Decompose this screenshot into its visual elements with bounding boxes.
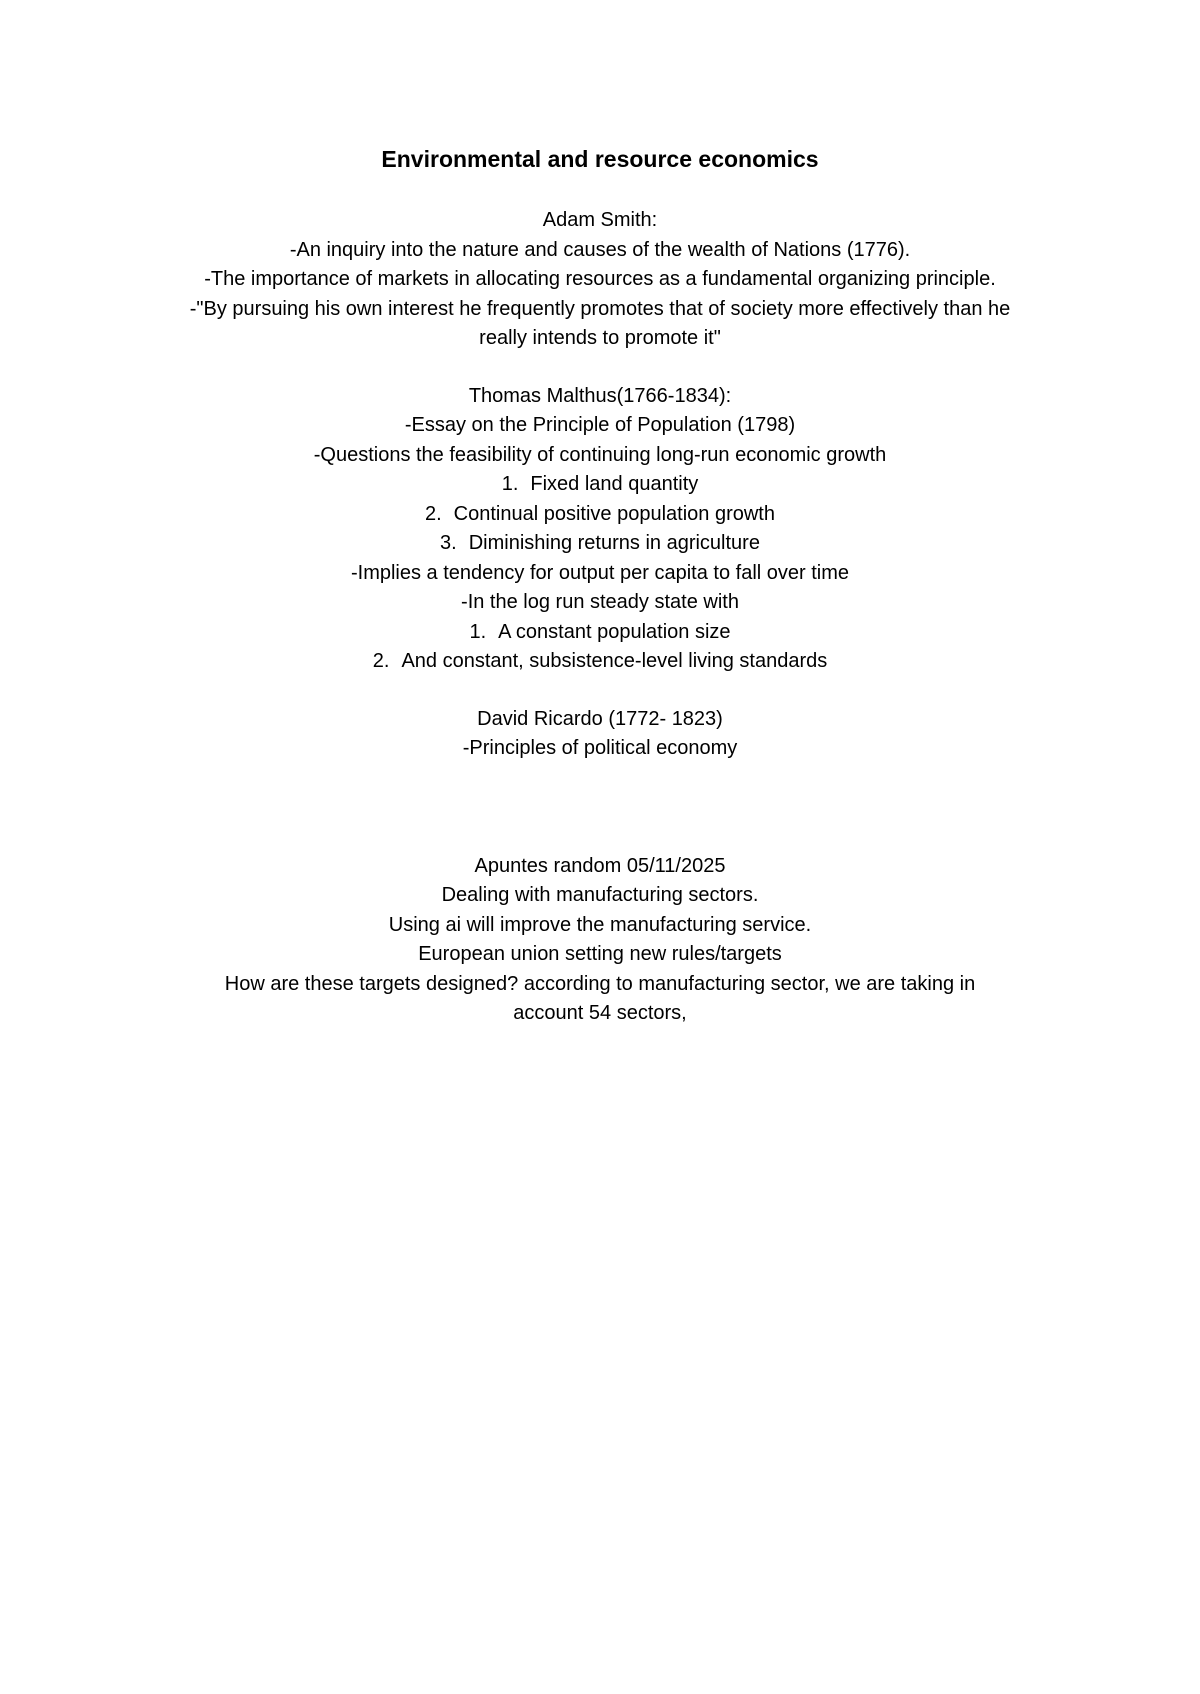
section-adam-smith bbox=[140, 206, 1060, 354]
notes-line-4: How are these targets designed? according to manufacturing sector, we are taking in bbox=[224, 972, 976, 995]
notes-line-3: European union setting new rules/targets bbox=[418, 943, 782, 965]
list-item-text: And constant, subsistence-level living standards bbox=[401, 650, 828, 672]
smith-line-4: really intends to promote it" bbox=[479, 327, 721, 349]
notes-line-5: account 54 sectors, bbox=[513, 1002, 687, 1024]
spacer bbox=[0, 174, 1200, 206]
malthus-line-1: -Essay on the Principle of Population (1798) bbox=[404, 414, 796, 436]
ricardo-line-1: -Principles of political economy bbox=[462, 737, 738, 759]
list-item bbox=[140, 500, 1060, 530]
malthus-line-2: -Questions the feasibility of continuing long-run economic growth bbox=[313, 443, 887, 466]
list-item-text: Fixed land quantity bbox=[530, 473, 699, 495]
ricardo-heading: David Ricardo (1772- 1823) bbox=[477, 707, 723, 730]
spacer bbox=[0, 354, 1200, 382]
notes-line-2: Using ai will improve the manufacturing service. bbox=[388, 913, 812, 936]
malthus-line-4: -In the log run steady state with bbox=[461, 591, 739, 613]
notes-line-1: Dealing with manufacturing sectors. bbox=[441, 884, 759, 906]
smith-line-1: -An inquiry into the nature and causes of the wealth of Nations (1776). bbox=[289, 238, 911, 261]
malthus-line-3: -Implies a tendency for output per capita to fall over time bbox=[350, 561, 850, 584]
smith-heading: Adam Smith: bbox=[542, 209, 658, 231]
list-item-text: Continual positive population growth bbox=[453, 502, 775, 525]
list-item-number: 1. bbox=[469, 620, 487, 643]
spacer bbox=[0, 764, 1200, 852]
list-item-number: 2. bbox=[372, 650, 390, 672]
list-item-text: Diminishing returns in agriculture bbox=[468, 532, 760, 554]
list-item-number: 1. bbox=[501, 473, 519, 495]
list-item-number: 3. bbox=[440, 532, 457, 554]
spacer bbox=[0, 677, 1200, 705]
smith-line-3: -"By pursuing his own interest he frequently promotes that of society more effectively than he bbox=[189, 297, 1011, 320]
list-item bbox=[140, 470, 1060, 500]
notes-heading: Apuntes random 05/11/2025 bbox=[474, 854, 726, 877]
list-item bbox=[140, 647, 1060, 677]
document-title: Environmental and resource economics bbox=[381, 146, 819, 172]
list-item bbox=[140, 529, 1060, 559]
section-david-ricardo bbox=[140, 705, 1060, 764]
list-item-text: A constant population size bbox=[498, 620, 731, 643]
section-thomas-malthus bbox=[140, 382, 1060, 677]
smith-line-2: -The importance of markets in allocating resources as a fundamental organizing principle. bbox=[204, 268, 996, 290]
section-notes bbox=[140, 852, 1060, 1029]
list-item-number: 2. bbox=[424, 502, 442, 525]
malthus-heading: Thomas Malthus(1766-1834): bbox=[468, 384, 732, 407]
list-item bbox=[140, 618, 1060, 648]
